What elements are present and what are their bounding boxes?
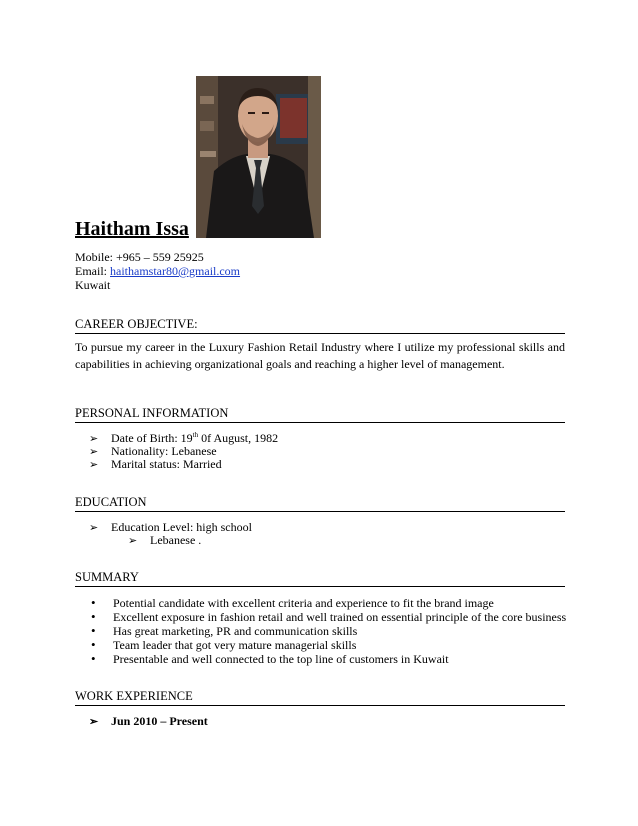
list-item-marital: ➢ Marital status: Married	[89, 457, 222, 471]
list-item-education-level: ➢ Education Level: high school	[89, 520, 252, 534]
career-objective-text: To pursue my career in the Luxury Fashion Retail Industry where I utilize my professional skills and capabilities in achieving organizational goals and reaching a higher level of management.	[75, 340, 565, 371]
work-experience-heading: WORK EXPERIENCE	[75, 689, 565, 706]
dot-bullet-icon: •	[91, 623, 96, 638]
mobile-label: Mobile:	[75, 250, 113, 264]
dot-bullet-icon: •	[91, 609, 96, 624]
summary-item: • Excellent exposure in fashion retail and well trained on essential principle of the core business	[91, 609, 567, 624]
summary-item: • Potential candidate with excellent criteria and experience to fit the brand image	[91, 595, 494, 610]
arrow-bullet-icon: ➢	[89, 446, 99, 458]
location: Kuwait	[75, 278, 111, 292]
summary-item: • Has great marketing, PR and communication skills	[91, 623, 358, 638]
candidate-name: Haitham Issa	[75, 218, 189, 240]
arrow-bullet-icon: ➢	[128, 535, 138, 547]
arrow-bullet-icon: ➢	[89, 459, 99, 471]
education-heading: EDUCATION	[75, 495, 565, 512]
work-period: ➢ Jun 2010 – Present	[89, 714, 208, 728]
career-objective-heading: CAREER OBJECTIVE:	[75, 317, 565, 334]
list-item-nationality: ➢ Nationality: Lebanese	[89, 444, 217, 458]
dot-bullet-icon: •	[91, 637, 96, 652]
summary-item: • Team leader that got very mature managerial skills	[91, 637, 357, 652]
dot-bullet-icon: •	[91, 651, 96, 666]
email-link[interactable]: haithamstar80@gmail.com	[110, 264, 241, 278]
arrow-bullet-icon: ➢	[89, 522, 99, 534]
email-line	[75, 264, 240, 278]
mobile-number: +965 – 559 25925	[116, 250, 204, 264]
mobile-line	[75, 250, 204, 264]
personal-information-heading: PERSONAL INFORMATION	[75, 406, 565, 423]
arrow-bullet-icon: ➢	[89, 433, 99, 445]
list-item-education-sub: ➢ Lebanese .	[128, 533, 202, 547]
summary-heading: SUMMARY	[75, 570, 565, 587]
arrow-bullet-icon: ➢	[89, 716, 99, 728]
summary-item: • Presentable and well connected to the top line of customers in Kuwait	[91, 651, 449, 666]
dot-bullet-icon: •	[91, 595, 96, 610]
list-item-dob: ➢ Date of Birth: 19th 0f August, 1982	[89, 431, 279, 445]
profile-photo	[196, 76, 321, 238]
email-label: Email:	[75, 264, 107, 278]
